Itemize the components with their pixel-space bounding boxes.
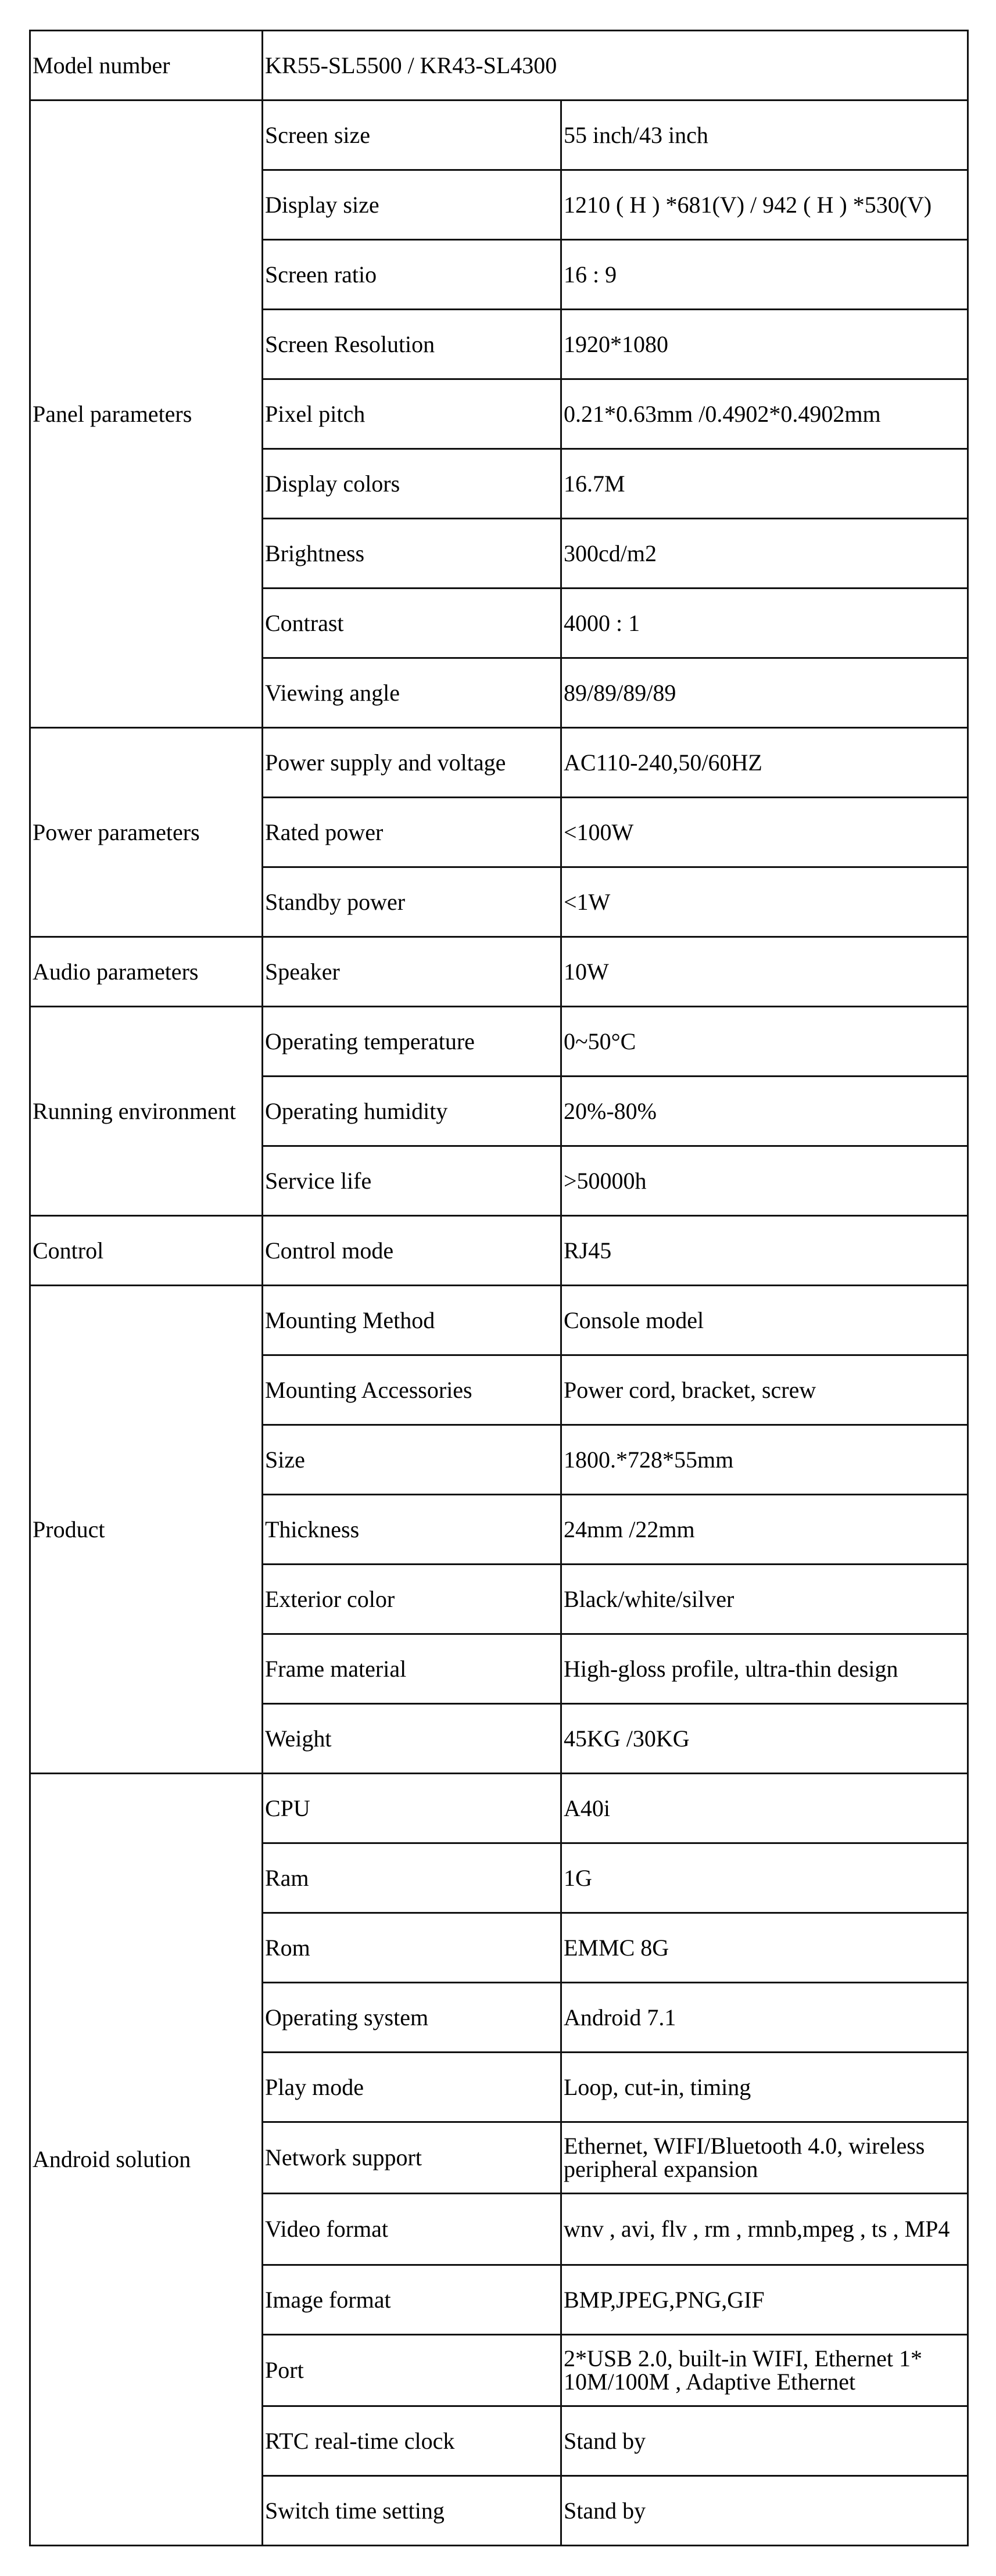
group-label: Audio parameters	[30, 937, 263, 1007]
param-value: 89/89/89/89	[561, 658, 968, 728]
param-name: Standby power	[263, 867, 561, 937]
param-name: Viewing angle	[263, 658, 561, 728]
param-name: Mounting Accessories	[263, 1355, 561, 1425]
param-name: Rated power	[263, 798, 561, 867]
param-value: 1800.*728*55mm	[561, 1425, 968, 1495]
param-name: Pixel pitch	[263, 379, 561, 449]
param-name: Contrast	[263, 589, 561, 658]
param-value: 16 : 9	[561, 240, 968, 310]
group-label: Power parameters	[30, 728, 263, 937]
param-name: Exterior color	[263, 1565, 561, 1634]
group-label: Control	[30, 1216, 263, 1286]
param-name: Screen size	[263, 101, 561, 170]
param-value: 4000 : 1	[561, 589, 968, 658]
param-value: Loop, cut-in, timing	[561, 2053, 968, 2122]
param-value: <100W	[561, 798, 968, 867]
param-value: 24mm /22mm	[561, 1495, 968, 1565]
table-row	[30, 1007, 968, 1077]
param-value: 45KG /30KG	[561, 1704, 968, 1774]
param-name: Control mode	[263, 1216, 561, 1286]
model-label: Model number	[30, 31, 263, 101]
param-value: 0.21*0.63mm /0.4902*0.4902mm	[561, 379, 968, 449]
param-value: Stand by	[561, 2476, 968, 2546]
param-name: CPU	[263, 1774, 561, 1843]
param-value: >50000h	[561, 1146, 968, 1216]
param-name: Thickness	[263, 1495, 561, 1565]
param-value: 1210 ( H ) *681(V) / 942 ( H ) *530(V)	[561, 170, 968, 240]
group-label: Product	[30, 1286, 263, 1774]
param-name: Screen ratio	[263, 240, 561, 310]
param-value: wnv , avi, flv , rm , rmnb,mpeg , ts , MP4	[561, 2194, 968, 2265]
spec-table-body	[30, 31, 968, 2546]
param-name: Operating temperature	[263, 1007, 561, 1077]
param-value: 0~50°C	[561, 1007, 968, 1077]
param-value: Ethernet, WIFI/Bluetooth 4.0, wireless peripheral expansion	[561, 2122, 968, 2194]
param-name: Operating system	[263, 1983, 561, 2053]
param-name: Frame material	[263, 1634, 561, 1704]
param-value: RJ45	[561, 1216, 968, 1286]
param-value: <1W	[561, 867, 968, 937]
param-name: Play mode	[263, 2053, 561, 2122]
model-value: KR55-SL5500 / KR43-SL4300	[263, 31, 968, 101]
param-value: 1920*1080	[561, 310, 968, 379]
param-value: 16.7M	[561, 449, 968, 519]
param-value: AC110-240,50/60HZ	[561, 728, 968, 798]
param-value: Black/white/silver	[561, 1565, 968, 1634]
param-name: Screen Resolution	[263, 310, 561, 379]
param-value: A40i	[561, 1774, 968, 1843]
table-row	[30, 937, 968, 1007]
group-label: Android solution	[30, 1774, 263, 2546]
table-row	[30, 728, 968, 798]
param-value: 2*USB 2.0, built-in WIFI, Ethernet 1* 10M/100M , Adaptive Ethernet	[561, 2335, 968, 2406]
param-name: Network support	[263, 2122, 561, 2194]
param-name: Mounting Method	[263, 1286, 561, 1355]
param-name: RTC real-time clock	[263, 2406, 561, 2476]
param-name: Display colors	[263, 449, 561, 519]
param-value: BMP,JPEG,PNG,GIF	[561, 2265, 968, 2335]
param-value: 10W	[561, 937, 968, 1007]
spec-table	[29, 30, 969, 2546]
param-value: 300cd/m2	[561, 519, 968, 589]
param-name: Size	[263, 1425, 561, 1495]
param-name: Ram	[263, 1843, 561, 1913]
param-name: Switch time setting	[263, 2476, 561, 2546]
param-value: Stand by	[561, 2406, 968, 2476]
param-value: Android 7.1	[561, 1983, 968, 2053]
table-row	[30, 101, 968, 170]
group-label: Running environment	[30, 1007, 263, 1216]
param-name: Service life	[263, 1146, 561, 1216]
param-value: High-gloss profile, ultra-thin design	[561, 1634, 968, 1704]
param-name: Brightness	[263, 519, 561, 589]
param-value: Power cord, bracket, screw	[561, 1355, 968, 1425]
param-name: Weight	[263, 1704, 561, 1774]
param-name: Video format	[263, 2194, 561, 2265]
table-row	[30, 1216, 968, 1286]
table-row	[30, 1774, 968, 1843]
param-name: Port	[263, 2335, 561, 2406]
param-name: Power supply and voltage	[263, 728, 561, 798]
param-name: Image format	[263, 2265, 561, 2335]
param-name: Operating humidity	[263, 1077, 561, 1146]
group-label: Panel parameters	[30, 101, 263, 728]
param-name: Speaker	[263, 937, 561, 1007]
param-name: Rom	[263, 1913, 561, 1983]
model-row	[30, 31, 968, 101]
param-name: Display size	[263, 170, 561, 240]
param-value: EMMC 8G	[561, 1913, 968, 1983]
param-value: Console model	[561, 1286, 968, 1355]
param-value: 1G	[561, 1843, 968, 1913]
table-row	[30, 1286, 968, 1355]
param-value: 20%-80%	[561, 1077, 968, 1146]
param-value: 55 inch/43 inch	[561, 101, 968, 170]
